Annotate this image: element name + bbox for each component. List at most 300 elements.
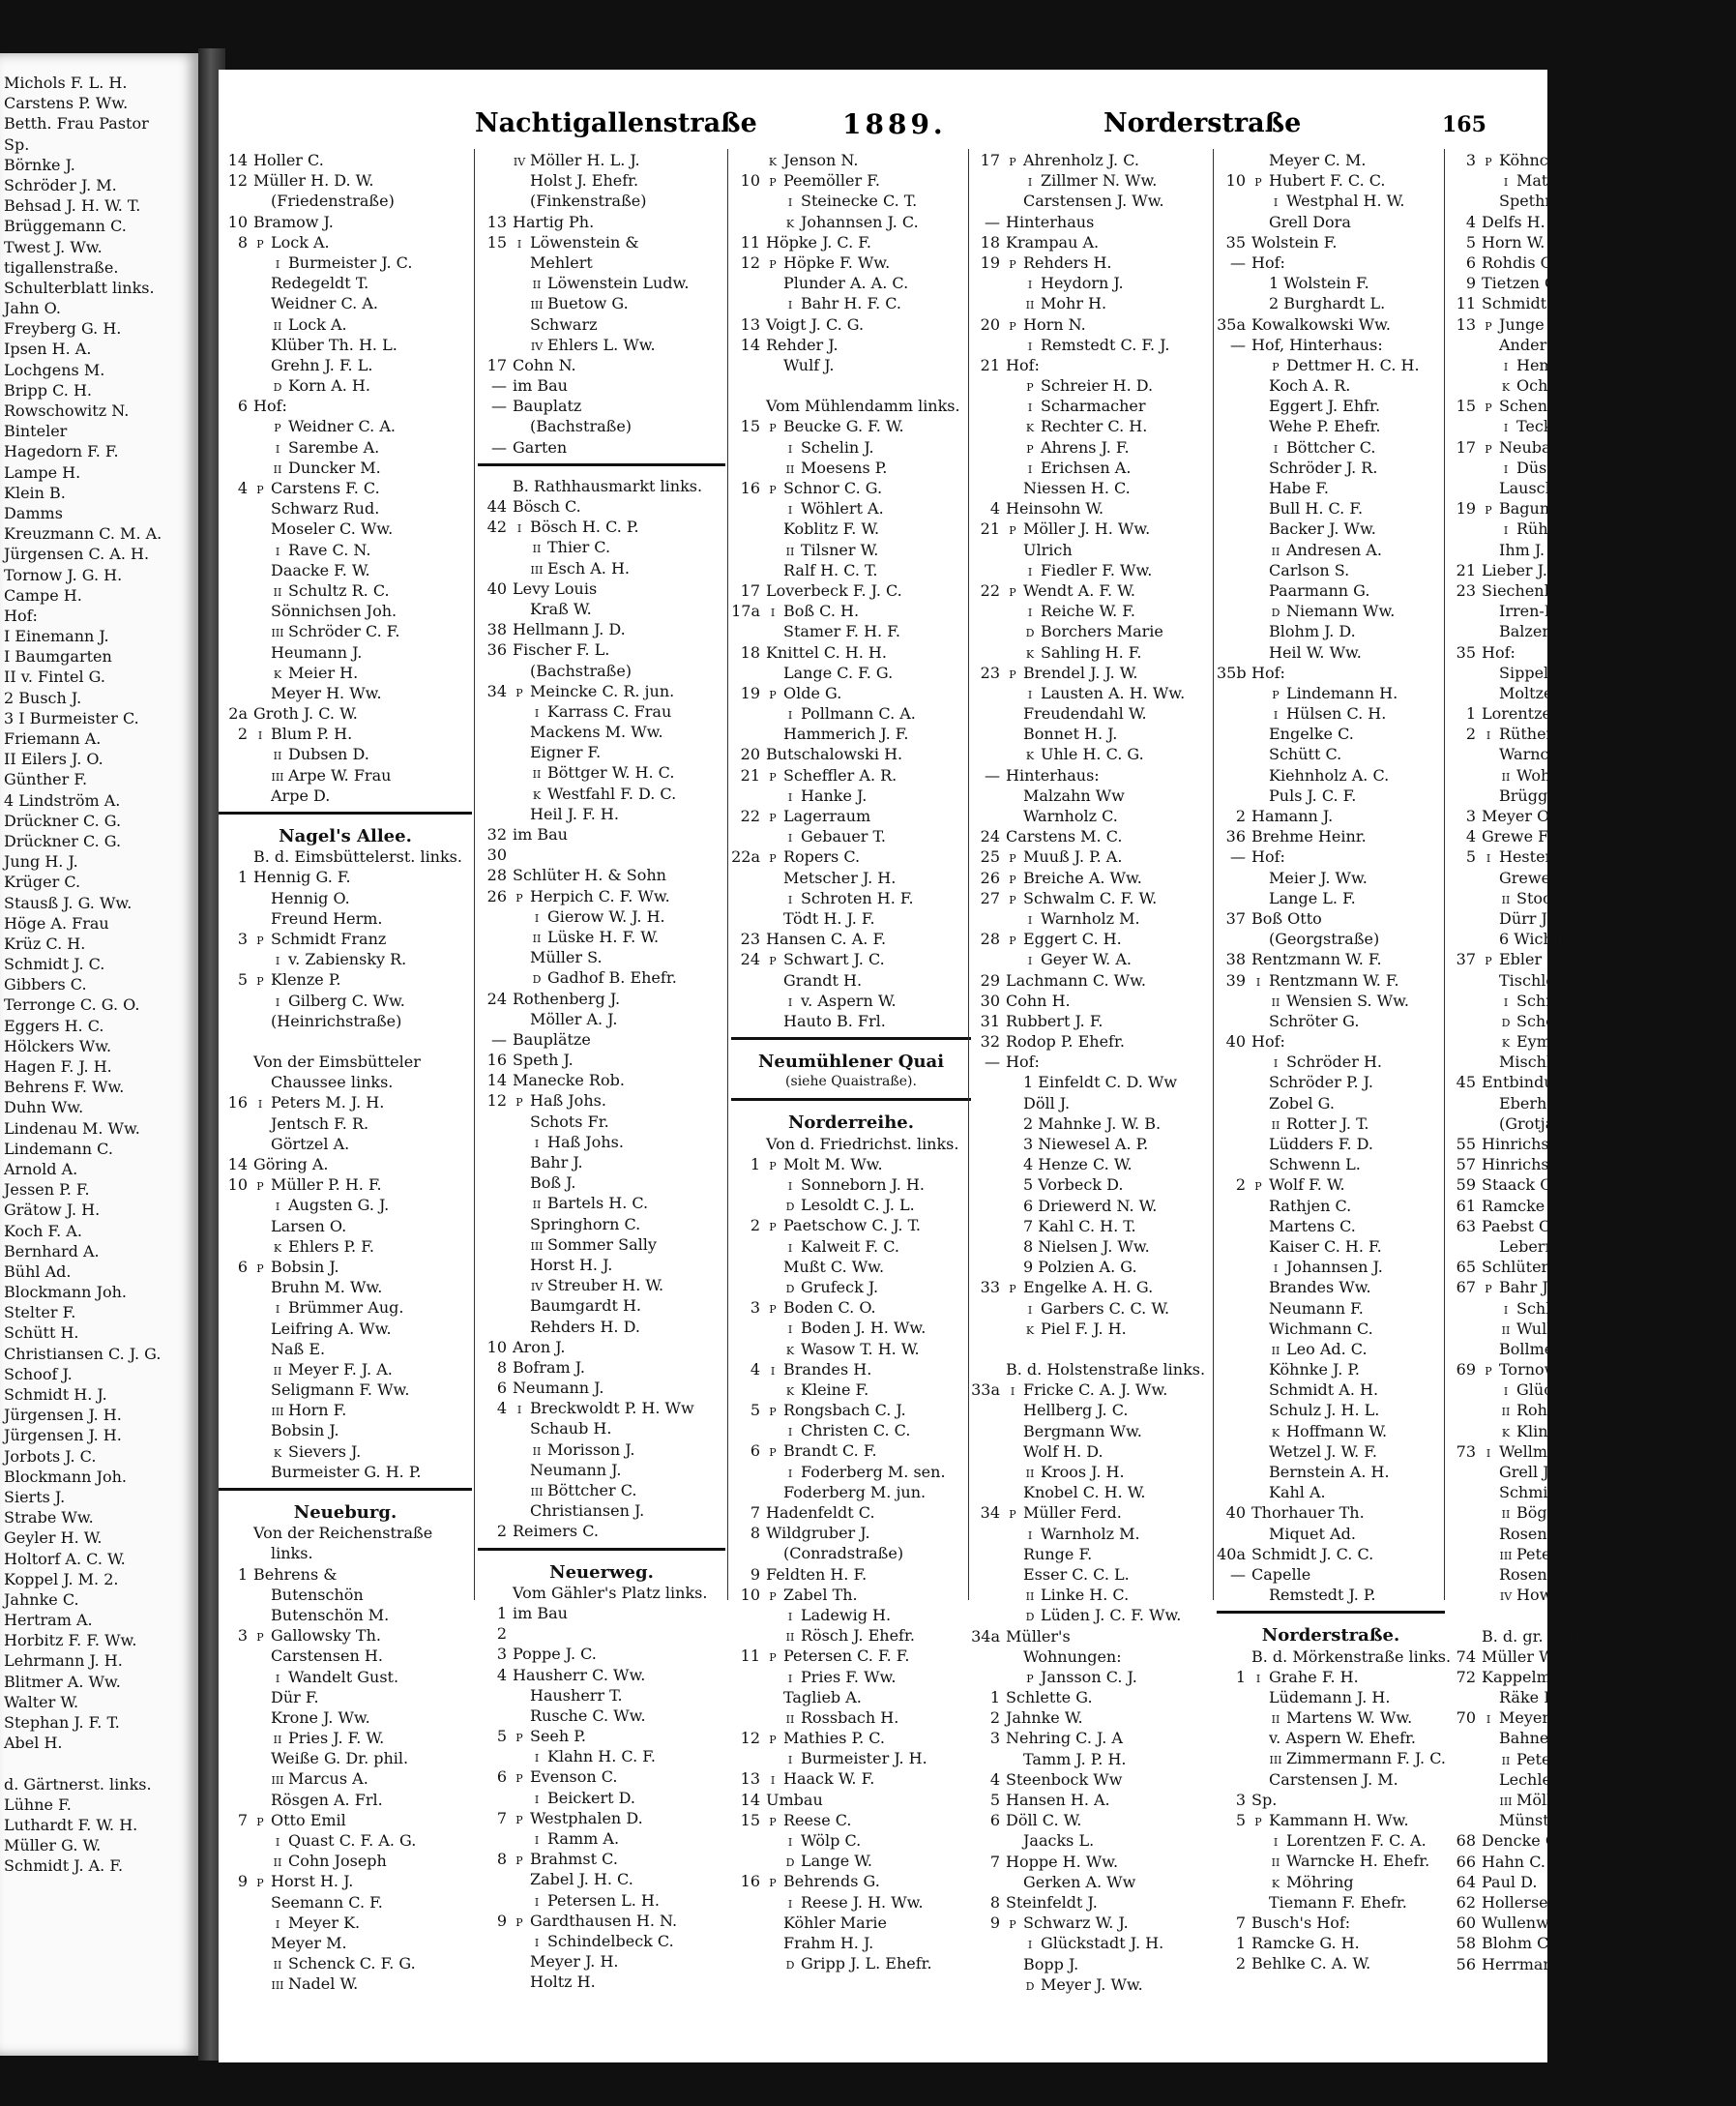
directory-entry [1447,416,1658,436]
house-number: 34 [980,1503,1000,1523]
resident-name: Schaub H. [530,1419,612,1439]
house-number: 7 [750,1503,760,1522]
resident-name: Schwalm C. F. W. [1023,888,1158,907]
resident-name: Meyer F. J. A. [288,1359,393,1379]
house-number: 72 [1456,1667,1476,1686]
prev-page-line: I Einemann J. [4,627,109,646]
floor-marker: II [1271,1713,1280,1727]
resident-name: Rubbert J. F. [1006,1011,1103,1030]
directory-entry [731,846,971,867]
resident-name: Meier J. Ww. [1269,868,1368,887]
floor-marker: D [785,1201,795,1214]
resident-name: Paul D. [1482,1872,1538,1891]
directory-entry [971,846,1211,867]
resident-name: Meyer O. A. A. [1482,807,1596,825]
floor-marker: K [1025,750,1035,763]
resident-name: Grewe F. W. F. [1482,827,1593,846]
resident-name: Köhnke J. P. [1269,1360,1360,1379]
resident-name: Rusche C. Ww. [530,1706,646,1725]
resident-name: Foderberg M. sen. [801,1462,946,1481]
floor-marker: I [1503,1303,1509,1317]
resident-name: Weiße G. Dr. phil. [271,1749,409,1768]
floor-marker: I [1255,1672,1261,1685]
resident-name: Wasow T. H. W. [801,1339,920,1358]
resident-name: Meier H. [288,663,359,682]
floor-marker: K [785,217,795,230]
house-number: 6 [1465,252,1476,272]
resident-name: Burmeister J. C. [288,252,413,272]
prev-page-line: Damms [4,503,63,522]
resident-name: Böttcher C. [1286,437,1376,457]
resident-name: Hinrichsen H. J. [1482,1135,1606,1153]
house-number: 5 [496,1727,507,1746]
directory-entry [731,1400,971,1420]
directory-entry [478,599,725,619]
house-number: 10 [740,1585,760,1604]
floor-marker: P [515,1854,523,1868]
directory-entry [1217,1072,1445,1092]
prev-page-line: Jahnke C. [4,1589,79,1609]
directory-entry [731,252,971,273]
resident-name: (Bachstraße) [530,417,633,436]
directory-entry [731,375,971,396]
house-number: 12 [740,1729,760,1748]
floor-marker: II [273,1856,282,1870]
directory-entry [1447,1810,1589,1830]
floor-marker: P [1009,524,1016,538]
directory-entry [1447,1687,1580,1707]
house-number: 4 [989,499,1000,519]
resident-name: Böge A. [1516,1503,1577,1523]
prev-page-line: Hölckers Ww. [4,1036,112,1055]
directory-entry [478,355,725,375]
house-number: 15 [1456,397,1476,416]
directory-entry [731,642,971,663]
directory-entry [219,355,472,375]
resident-name: 2 Burghardt L. [1269,294,1386,313]
house-number: 17 [486,355,507,374]
header-street-right: Norderstraße [1103,108,1302,138]
floor-marker: I [516,1404,522,1417]
house-number: 66 [1456,1852,1476,1871]
floor-marker: D [1025,1979,1035,1993]
resident-name: Otto Emil [271,1810,346,1829]
resident-name: Stock H. F. [1516,888,1603,907]
house-number: 2 [1235,1175,1246,1195]
house-number: 31 [980,1011,1000,1030]
prev-page-line: Börnke J. [4,155,75,174]
directory-entry [478,1337,725,1357]
floor-marker: I [787,1323,793,1337]
directory-entry [971,314,1211,335]
house-number: 1 [237,1564,248,1584]
floor-marker: P [769,1446,777,1460]
house-number: 68 [1456,1831,1476,1851]
resident-name: Hammerich J. F. [783,725,909,744]
prev-page-line: Klein B. [4,483,66,502]
resident-name: Siechenhaus und [1482,580,1616,600]
floor-marker: I [534,911,540,925]
directory-entry [1447,642,1547,663]
directory-entry [478,1295,725,1316]
prev-page-line: tigallenstraße. [4,257,119,277]
directory-entry [1217,1031,1445,1052]
prev-page-line: Lampe H. [4,462,81,482]
directory-entry [219,1830,472,1851]
directory-entry [731,1236,971,1257]
directory-entry [1447,1236,1648,1257]
floor-marker: D [1271,607,1280,620]
floor-marker: P [515,1772,523,1786]
resident-name: B. d. gr. Bergst. links. [1482,1626,1653,1646]
directory-entry [478,1788,725,1808]
directory-entry [731,1953,971,1973]
house-number: 28 [980,930,1000,949]
directory-entry [478,1726,725,1746]
directory-entry [478,1500,725,1521]
directory-entry [971,744,1211,764]
resident-name: Boß J. [530,1173,576,1193]
directory-entry [971,458,1211,478]
prev-page-line: Jung H. J. [4,852,78,872]
resident-name: Ebler H. F. Schuhmacher- und [1499,950,1736,969]
house-number: — [985,1053,1000,1072]
resident-name: Gierow W. J. H. [547,906,665,926]
house-number: 67 [1456,1278,1476,1297]
directory-entry [971,1872,1211,1892]
directory-entry [731,1359,971,1379]
house-number: 7 [496,1808,507,1827]
floor-marker: I [275,442,280,456]
floor-marker: II [1501,1754,1511,1767]
resident-name: Hoppe H. Ww. [1006,1852,1119,1871]
section-rule [731,1098,971,1111]
directory-entry [971,1319,1211,1339]
resident-name: Lagerraum [783,807,871,825]
directory-entry [971,273,1211,293]
resident-name: Marcus A. [288,1769,368,1789]
house-number: 36 [1225,827,1246,846]
directory-entry [971,170,1211,191]
resident-name: Ralf H. C. T. [783,560,878,579]
resident-name: Bull H. C. F. [1269,499,1364,519]
resident-name: Esch A. H. [547,558,631,578]
directory-entry [971,1913,1211,1933]
resident-name: Schultz R. C. [288,580,390,600]
directory-entry [971,191,1211,211]
floor-marker: P [1009,156,1016,168]
directory-entry [971,293,1211,313]
house-number: 17a [731,602,760,621]
directory-entry [1447,150,1608,170]
floor-marker: II [532,543,542,556]
house-number: 19 [740,683,760,702]
resident-name: B. d. Holstenstraße links. [1006,1360,1206,1379]
resident-name: Wolstein F. [1251,232,1338,252]
directory-entry [1447,1339,1595,1359]
floor-marker: I [787,1897,793,1911]
directory-entry [219,1031,472,1052]
floor-marker: I [275,955,280,968]
house-number: 9 [237,1872,248,1891]
directory-entry [1217,1687,1445,1707]
house-number: 24 [980,827,1000,846]
directory-entry [1217,191,1445,211]
resident-name: Seeh P. [530,1727,586,1746]
floor-marker: P [1485,442,1492,456]
house-number: 35b [1217,663,1247,682]
resident-name: Wölp C. [801,1831,862,1850]
directory-entry [478,476,725,496]
directory-entry [478,1275,725,1295]
house-number: 21 [740,765,760,785]
directory-entry [219,232,472,252]
directory-entry [219,683,472,703]
floor-marker: I [1273,709,1279,723]
resident-name: Butenschön M. [271,1605,390,1624]
directory-entry [1217,335,1445,355]
house-number: 12 [486,1091,507,1111]
resident-name: Erichsen A. [1041,458,1132,477]
prev-page-line: II v. Fintel G. [4,667,105,687]
directory-entry [478,437,725,458]
directory-entry [1217,1339,1445,1359]
directory-entry [478,639,725,660]
house-number: 15 [486,232,507,252]
floor-marker: I [1027,1528,1033,1542]
directory-entry [478,252,725,273]
floor-marker: II [532,768,542,782]
resident-name: Schröter G. [1269,1011,1360,1030]
house-number: 39 [1225,970,1246,990]
resident-name: Bobsin J. [271,1257,339,1276]
floor-marker: D [785,1856,795,1870]
floor-marker: P [769,484,777,496]
prev-page-line: Höge A. Frau [4,913,109,933]
directory-entry [1447,1277,1574,1297]
resident-name: Ihm J. H. F. [1499,540,1587,559]
resident-name: Petersen C. F. F. [783,1646,910,1666]
floor-marker: I [1273,1262,1279,1276]
directory-entry [1447,191,1604,211]
prev-page-line: Arnold A. [4,1159,78,1178]
floor-marker: I [1273,1057,1279,1071]
resident-name: Entbindungs-Anst. [1482,1073,1628,1092]
resident-name: (Heinrichstraße) [271,1011,402,1030]
directory-entry [731,1728,971,1748]
resident-name: Hamann J. [1251,807,1334,825]
directory-entry [1217,212,1445,232]
resident-name: Reiche W. F. [1041,602,1135,621]
resident-name: Hanke J. [801,786,868,805]
resident-name: Glückstadt J. H. [1041,1934,1164,1953]
floor-marker: K [273,1241,282,1255]
resident-name: Levy Louis [513,578,598,598]
floor-marker: I [1273,196,1279,210]
directory-entry [219,1297,472,1318]
directory-entry [731,1154,971,1174]
directory-entry [219,1134,472,1154]
directory-entry [1217,765,1445,786]
resident-name: Borchers Marie [1041,622,1163,641]
directory-entry [731,724,971,744]
directory-entry [731,335,971,355]
floor-marker: P [1009,934,1016,948]
floor-marker: I [787,995,793,1009]
resident-name: Wolf F. W. [1269,1175,1345,1195]
floor-marker: I [1486,729,1491,743]
resident-name: Jentsch F. R. [271,1113,369,1133]
directory-entry [219,765,472,786]
house-number: 11 [740,1646,760,1666]
street-heading: Neuerweg. [549,1561,654,1583]
directory-entry [1217,437,1445,458]
directory-entry [1217,1134,1445,1154]
directory-entry [731,478,971,498]
directory-entry [1447,1257,1616,1277]
resident-name: Meyer J. H. [530,1952,619,1972]
resident-name: Rodop P. Ehefr. [1006,1032,1125,1052]
house-number: 35 [1456,642,1476,662]
resident-name: Wöhlert A. [801,499,884,519]
floor-marker: P [274,422,281,435]
floor-marker: I [1010,1385,1015,1399]
directory-entry [971,1687,1211,1707]
directory-entry [971,991,1211,1011]
resident-name: Lebermann H. J. A. [1499,1236,1648,1256]
directory-entry [971,601,1211,621]
directory-entry [731,1687,971,1707]
floor-marker: P [256,975,264,989]
house-number: 23 [1456,580,1476,600]
resident-name: Böttcher C. [547,1481,637,1499]
resident-name: Meincke C. R. jun. [530,681,675,700]
resident-name: Kraß W. [530,599,592,618]
house-number: 6 [989,1811,1000,1830]
floor-marker: II [785,545,795,558]
resident-name: Gilberg C. Ww. [288,991,405,1010]
floor-marker: II [532,1444,542,1458]
section-rule [219,812,472,824]
directory-entry [1447,478,1579,498]
prev-page-line: Twest J. Ww. [4,237,103,256]
directory-entry [478,1665,725,1685]
resident-name: v. Zabiensky R. [288,950,407,969]
house-number: 5 [1235,1811,1246,1829]
resident-name: Heydorn J. [1041,274,1124,293]
directory-entry [1217,1564,1445,1585]
resident-name: Christen C. C. [801,1421,911,1440]
directory-entry [971,1769,1211,1790]
directory-entry [219,1236,472,1257]
directory-entry [1217,1524,1445,1544]
directory-entry [219,1728,472,1748]
directory-entry [1447,1441,1604,1462]
directory-entry [971,1974,1211,1995]
directory-entry [971,252,1211,273]
floor-marker: P [769,688,777,701]
directory-entry [731,1625,971,1646]
resident-name: Olde G. [783,683,842,702]
prev-page-line: Drückner C. G. [4,831,122,850]
resident-name: Müller's [1006,1626,1071,1646]
resident-name: Schelde D. [1516,1011,1601,1030]
floor-marker: P [769,422,777,435]
directory-entry [219,1768,472,1789]
floor-marker: P [769,1221,777,1234]
resident-name: Sievers J. [288,1441,362,1461]
floor-marker: I [516,522,522,536]
prev-page-line: Schmidt J. A. F. [4,1856,124,1876]
resident-name: Gadhof B. Ehefr. [547,968,677,988]
resident-name: Warncke H. Ehefr. [1286,1852,1430,1871]
prev-page-line: Lindemann C. [4,1139,113,1158]
floor-marker: I [534,1895,540,1909]
resident-name: Düsterding W. [1516,458,1628,477]
directory-entry [1447,703,1606,724]
floor-marker: P [1009,893,1016,906]
resident-name: Zillmer N. Ww. [1041,171,1158,191]
prev-page-line: Krüger C. [4,873,81,892]
house-number: 1 [496,1603,507,1622]
directory-entry [478,1009,725,1029]
resident-name: Lesoldt C. J. L. [801,1196,915,1215]
page-header [219,108,1547,143]
directory-entry [731,765,971,786]
directory-entry [731,1257,971,1277]
resident-name: Möller J. H. Ww. [1023,519,1151,539]
section-rule [731,1037,971,1050]
floor-marker: II [273,1959,282,1973]
house-number: 1 [237,868,248,887]
floor-marker: D [1025,1611,1035,1624]
resident-name: Müller S. [530,948,603,967]
street-heading: Norderreihe. [787,1112,915,1134]
resident-name: v. Aspern W. Ehefr. [1269,1729,1416,1748]
directory-entry [1447,1872,1547,1892]
resident-name: Rehders H. [1023,252,1112,272]
directory-entry [971,1072,1211,1092]
floor-marker: P [769,176,777,190]
floor-marker: P [1272,360,1280,373]
resident-name: Piel F. J. H. [1041,1319,1127,1338]
house-number: 70 [1456,1708,1476,1728]
resident-name: im Bau [513,825,568,844]
resident-name: Pries F. Ww. [801,1667,897,1686]
resident-name: Schnor C. G. [783,479,883,497]
floor-marker: I [770,607,776,620]
prev-page-line: Jürgensen J. H. [4,1406,122,1425]
directory-entry [219,273,472,293]
house-number: 44 [486,497,507,516]
directory-entry [971,212,1211,232]
resident-name: Reimers C. [513,1522,599,1541]
floor-marker: II [532,1199,542,1212]
floor-marker: P [515,891,523,905]
resident-name: Schmidt L. [1482,294,1567,313]
resident-name: Lorentzen H. A. [1482,704,1606,724]
directory-entry [971,375,1211,396]
floor-marker: P [1009,667,1016,681]
resident-name: Schmüth A. H. [1516,991,1632,1010]
house-number: 17 [980,151,1000,169]
resident-name: Kahl A. [1269,1483,1326,1502]
prev-page-line: Abel H. [4,1734,63,1753]
resident-name: Mathies P. C. [783,1729,885,1748]
resident-name: Lüske H. F. W. [547,927,660,946]
resident-name: Schenck C. F. G. [288,1954,416,1973]
floor-marker: I [1027,688,1033,701]
